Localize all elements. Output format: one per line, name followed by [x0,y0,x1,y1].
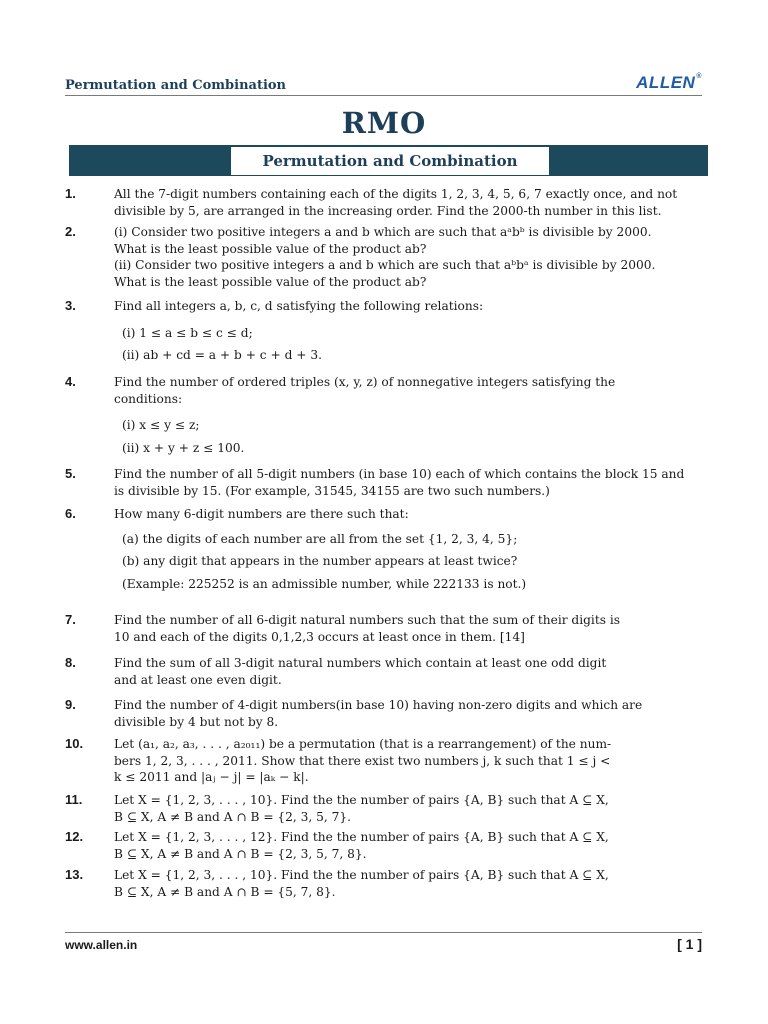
problem-number: 2. [65,224,76,239]
problem-line: k ≤ 2011 and |aⱼ − j| = |aₖ − k|. [114,770,309,784]
problem-line: and at least one even digit. [114,672,282,687]
problem-text [114,736,691,786]
registered-mark: ® [696,73,702,80]
problem-line: 10 and each of the digits 0,1,2,3 occurs at least once in them. [14] [114,629,525,644]
problem-line: divisible by 4 but not by 8. [114,714,279,729]
problem-number: 5. [65,466,76,481]
problem-line: Find the sum of all 3-digit natural numbers which contain at least one odd digit [114,656,607,670]
problem-number: 3. [65,298,76,313]
header-title: Permutation and Combination [65,78,287,93]
problem-line: B ⊆ X, A ≠ B and A ∩ B = {2, 3, 5, 7}. [114,809,352,824]
brand-name: ALLEN [636,73,696,92]
problem-condition: (a) the digits of each number are all from the set {1, 2, 3, 4, 5}; [122,531,518,546]
problem-line: What is the least possible value of the product ab? [114,241,427,256]
problem-number: 7. [65,612,76,627]
problem-text [114,867,691,900]
problem-line: (i) Consider two positive integers a and b which are such that aᵃbᵇ is divisible by 2000. [114,225,652,239]
problem-text [114,829,691,862]
problem-line: Let X = {1, 2, 3, . . . , 10}. Find the the number of pairs {A, B} such that A ⊆ X, [114,793,609,807]
problem-number: 9. [65,697,76,712]
problem-line: Let X = {1, 2, 3, . . . , 10}. Find the the number of pairs {A, B} such that A ⊆ X, [114,868,609,882]
problem-text [114,374,691,456]
problem-line: bers 1, 2, 3, . . . , 2011. Show that there exist two numbers j, k such that 1 ≤ j < [114,753,611,768]
problem-text [114,224,691,290]
problem-number: 4. [65,374,76,389]
problem-text [114,612,691,645]
problem-condition: (b) any digit that appears in the number appears at least twice? [122,554,518,568]
problem-text [114,298,691,364]
problem-condition: (Example: 225252 is an admissible number, while 222133 is not.) [122,576,527,591]
brand-logo [636,73,702,93]
problem-line: Let (a₁, a₂, a₃, . . . , a₂₀₁₁) be a permutation (that is a rearrangement) of the num- [114,737,612,751]
problem-text [114,186,691,219]
problem-line: Find the number of all 5-digit numbers (in base 10) each of which contains the block 15 and [114,467,685,481]
problem-line: (ii) Consider two positive integers a and b which are such that aᵇbᵃ is divisible by 2000. [114,258,656,272]
problem-line: Find all integers a, b, c, d satisfying the following relations: [114,299,484,313]
problem-condition: (i) 1 ≤ a ≤ b ≤ c ≤ d; [122,325,253,340]
problem-number: 1. [65,186,76,201]
problem-text [114,792,691,825]
problem-line: B ⊆ X, A ≠ B and A ∩ B = {2, 3, 5, 7, 8}. [114,846,367,861]
problem-line: All the 7-digit numbers containing each of the digits 1, 2, 3, 4, 5, 6, 7 exactly once, and not [114,187,678,201]
problem-number: 11. [65,792,83,807]
problem-line: What is the least possible value of the product ab? [114,274,427,289]
problem-line: Find the number of all 6-digit natural numbers such that the sum of their digits is [114,613,620,627]
problem-condition: (ii) x + y + z ≤ 100. [122,440,245,455]
doc-title: RMO [341,106,427,140]
doc-subtitle: Permutation and Combination [231,147,549,175]
problem-line: B ⊆ X, A ≠ B and A ∩ B = {5, 7, 8}. [114,884,336,899]
problem-number: 10. [65,736,84,751]
problem-line: divisible by 5, are arranged in the increasing order. Find the 2000-th number in this list. [114,203,662,218]
footer-divider [65,932,702,933]
problem-number: 6. [65,506,76,521]
problem-line: is divisible by 15. (For example, 31545, 34155 are two such numbers.) [114,483,550,498]
problem-text [114,655,691,688]
problem-number: 13. [65,867,84,882]
problem-line: Let X = {1, 2, 3, . . . , 12}. Find the the number of pairs {A, B} such that A ⊆ X, [114,830,609,844]
problem-condition: (ii) ab + cd = a + b + c + d + 3. [122,348,322,362]
problem-line: Find the number of ordered triples (x, y, z) of nonnegative integers satisfying the [114,375,616,389]
problem-text [114,506,691,592]
problem-line: Find the number of 4-digit numbers(in base 10) having non-zero digits and which are [114,698,643,712]
problem-number: 12. [65,829,84,844]
header-divider [65,95,702,96]
problem-text [114,697,691,730]
footer-page-number: [ 1 ] [677,936,702,952]
problem-line: conditions: [114,391,183,406]
footer-website: www.allen.in [65,938,138,952]
problem-number: 8. [65,655,76,670]
problem-condition: (i) x ≤ y ≤ z; [122,418,200,432]
problem-line: How many 6-digit numbers are there such that: [114,507,409,521]
problem-text [114,466,691,499]
